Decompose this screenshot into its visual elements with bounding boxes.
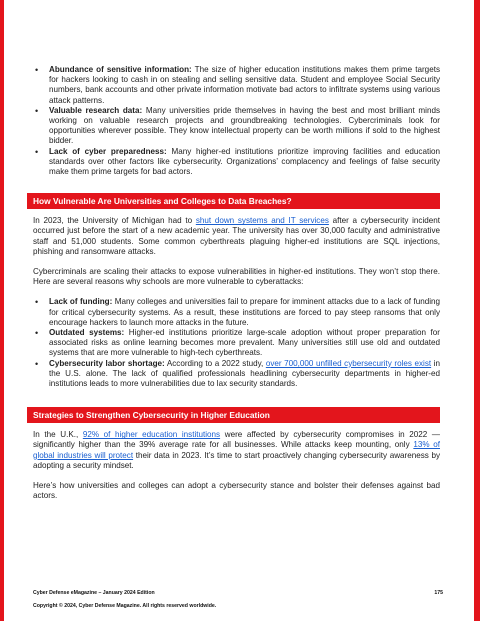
paragraph [33, 430, 440, 471]
bullet-term: Valuable research data: [49, 105, 143, 115]
paragraph: Cybercriminals are scaling their attacks to expose vulnerabilities in higher-ed institutions. They won’t stop there. Here are several reasons why schools are more vulnerable to cyberattacks: [33, 267, 440, 287]
unfilled-roles-link[interactable]: over 700,000 unfilled cybersecurity roles exist [265, 358, 432, 368]
bullet-text: Higher-ed institutions prioritize large-scale adoption without proper preparation for associated risks as online learning becomes more prevalent. Many universities still use old and outdated systems that are more vulnerable to high-tech cyberthreats. [49, 328, 440, 358]
shutdown-systems-link[interactable]: shut down systems and IT services [195, 216, 329, 226]
paragraph-text: were affected by cybersecurity compromises in 2022 — significantly higher than the 39% average rate for all businesses. While attacks keep mounting, only [33, 430, 440, 450]
list-item [33, 147, 440, 178]
right-red-border [474, 0, 480, 621]
list-item [33, 106, 440, 147]
bullet-text: Many higher-ed institutions prioritize improving facilities and education standards over other factors like cybersecurity. Organizations’ complacency and feelings of false security make them prime targets for bad actors. [49, 146, 440, 177]
bullet-term: Lack of cyber preparedness: [49, 146, 167, 156]
page-footer [33, 590, 443, 609]
page-number: 175 [434, 590, 443, 596]
list-item [33, 297, 440, 328]
list-item [33, 328, 440, 359]
vulnerability-reasons-list [33, 297, 440, 389]
paragraph [33, 216, 440, 257]
list-item [33, 359, 440, 390]
bullet-term: Outdated systems: [49, 328, 125, 338]
section-heading-strategies: Strategies to Strengthen Cybersecurity in Higher Education [27, 407, 440, 423]
risk-factors-list [33, 65, 440, 177]
page-content [33, 65, 440, 502]
paragraph-text: their data in 2023. It’s time to start proactively changing cybersecurity awareness by adopting a security mindset. [33, 450, 440, 470]
section-heading-vulnerability: How Vulnerable Are Universities and Colleges to Data Breaches? [27, 193, 440, 209]
bullet-text: Many universities pride themselves in having the best and most brilliant minds working on valuable research projects and groundbreaking technologies. Cybercriminals look for opportunities wherever possible. They know intellectual property can be worth millions if sold to the highest bidder. [49, 105, 440, 146]
copyright-notice: Copyright © 2024, Cyber Defense Magazine. All rights reserved worldwide. [33, 603, 217, 609]
paragraph-text: after a cybersecurity incident occurred just before the start of a new academic year. The university has over 30,000 faculty and administrative staff and 51,000 students. Some common cyberthreats plaguing higher-ed institutions are SQL injections, phishing and ransomware attacks. [33, 216, 440, 256]
paragraph-text: In 2023, the University of Michigan had to [33, 216, 196, 226]
edition-label: Cyber Defense eMagazine – January 2024 Edition [33, 590, 155, 596]
bullet-text: The size of higher education institutions makes them prime targets for hackers looking to cash in on stealing and selling sensitive data. Student and employee Social Security numbers, bank accounts and other private information motivate bad actors to infiltrate systems using various attack patterns. [49, 65, 440, 105]
bullet-text: in the U.S. alone. The lack of qualified professionals headlining cybersecurity departments in higher-ed institutions leads to more vulnerabilities due to lax security standards. [49, 358, 440, 389]
bullet-term: Cybersecurity labor shortage: [49, 358, 165, 368]
bullet-text: According to a 2022 study, [164, 358, 266, 368]
bullet-term: Abundance of sensitive information: [49, 65, 192, 74]
list-item [33, 65, 440, 106]
global-industries-link[interactable]: 13% of global industries will protect [33, 440, 440, 460]
bullet-text: Many colleges and universities fail to prepare for imminent attacks due to a lack of funding for critical cybersecurity systems. As a result, these institutions are forced to pay steep ransoms that only encourage hackers to launch more attacks in the future. [49, 297, 440, 327]
bullet-term: Lack of funding: [49, 297, 113, 307]
paragraph: Here’s how universities and colleges can adopt a cybersecurity stance and bolster their defenses against bad actors. [33, 481, 440, 501]
paragraph-text: In the U.K., [33, 430, 83, 440]
uk-institutions-link[interactable]: 92% of higher education institutions [82, 430, 221, 440]
